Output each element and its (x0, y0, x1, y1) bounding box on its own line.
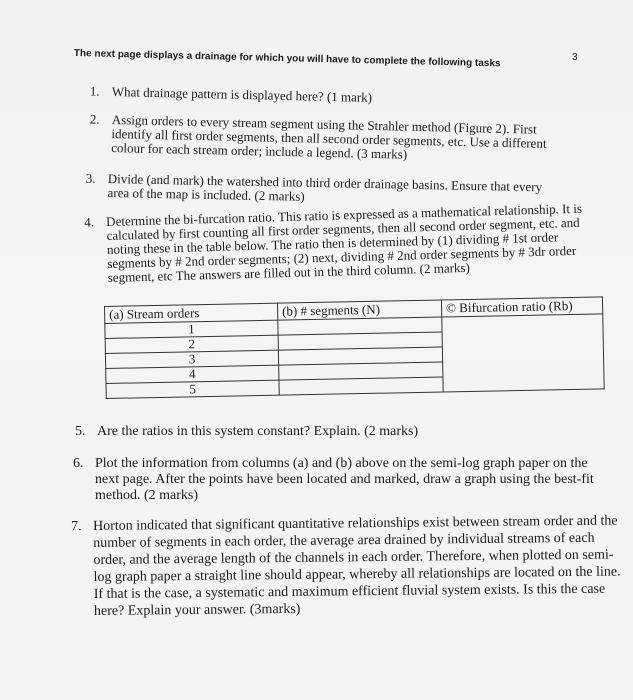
question-text: Plot the information from columns (a) and (b) above on the semi-log graph paper on the next page. After the points have been located and marked, draw a graph using the best-fit method. (2 marks) (95, 456, 594, 503)
question-text: Horton indicated that significant quantitative relationships exist between stream order and the number of segments in each order, the average area drained by individual streams of each order, and the average length of the channels in each order. Therefore, when plotted on semi-log graph paper a straight line should appear, whereby all relationships are located on the line. If that is the case, a systematic and maximum efficient fluvial system exists. Is this the case here? Explain your answer. (3marks) (93, 513, 621, 619)
question-text: Are the ratios in this system constant? Explain. (2 marks) (97, 424, 419, 439)
question-text: Determine the bi-furcation ratio. This ratio is expressed as a mathematical relationship. It is calculated by first counting all first order segments, then all second order segment, etc. and noting these in the table below. The ratio then is determined by (1) dividing # 1st order segments by # 2nd order segments; (2) next, dividing # 2nd order segments by # 3dr order segment, etc The answers are filled out in the third column. (2 marks) (105, 200, 583, 285)
bifurcation-table-wrap (104, 296, 605, 399)
question-number: 4. (83, 214, 95, 230)
question-number: 3. (85, 170, 96, 186)
question-4 (83, 200, 593, 285)
header-bifurcation-ratio: © Bifurcation ratio (Rb) (441, 297, 602, 317)
question-number: 5. (75, 424, 86, 439)
question-number: 7. (71, 519, 82, 535)
intro-text: The next page displays a drainage for which you will have to complete the following tasks (73, 48, 501, 70)
question-2 (89, 111, 557, 165)
order-cell: 1 (105, 320, 278, 338)
order-cell: 2 (105, 335, 278, 353)
question-number: 2. (89, 111, 100, 127)
question-text: What drainage pattern is displayed here? (1 mark) (111, 84, 373, 105)
question-text: Divide (and mark) the watershed into third order drainage basins. Ensure that every area of the map is included. (2 marks) (107, 171, 543, 204)
header-segments: (b) # segments (N) (277, 300, 441, 320)
question-number: 6. (73, 456, 84, 471)
order-cell: 5 (106, 380, 279, 398)
question-1 (89, 83, 492, 108)
order-cell: 4 (106, 365, 279, 383)
question-6 (73, 456, 610, 504)
bifurcation-table (104, 296, 605, 399)
order-cell: 3 (105, 350, 278, 368)
question-text: Assign orders to every stream segment using the Strahler method (Figure 2). First identify all first order segments, then all second order segments, etc. Use a different colour for each stream order; include a legend. (3 marks) (111, 112, 547, 162)
header-stream-orders: (a) Stream orders (105, 303, 278, 323)
question-5 (75, 424, 547, 440)
ratio-cell[interactable] (442, 314, 604, 392)
segments-cell[interactable] (279, 377, 443, 395)
question-number: 1. (89, 83, 100, 99)
page-number: 3 (572, 52, 578, 63)
question-7 (71, 512, 629, 620)
